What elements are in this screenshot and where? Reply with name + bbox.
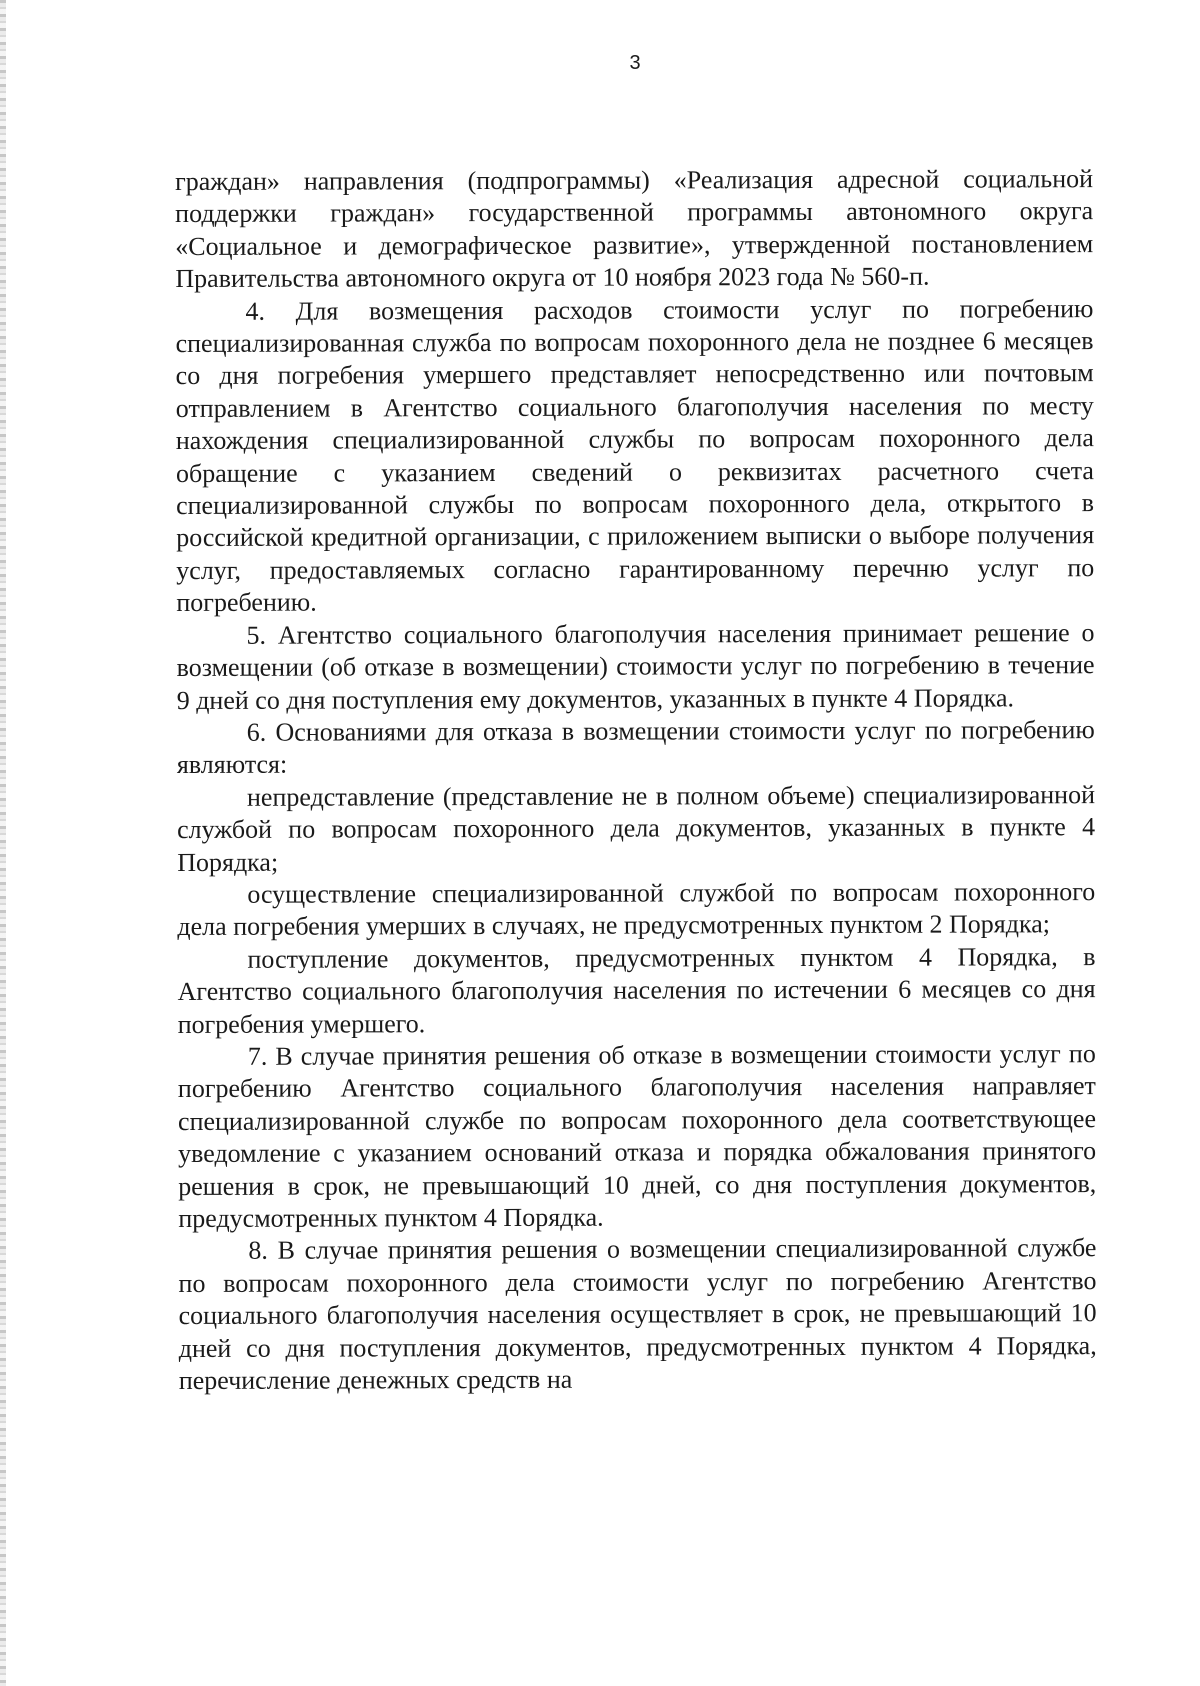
paragraph-item-5: 5. Агентство социального благополучия населения принимает решение о возмещении (об отказе в возмещении) стоимости услуг по погребению в течение 9 дней со дня поступления ему документов, указанных в пункте 4 Порядка. [176,617,1095,715]
paragraph-item-7: 7. В случае принятия решения об отказе в возмещении стоимости услуг по погребению Агентство социального благополучия населения направляет специализированной службе по вопросам похоронного дела соответствующее уведомление с указанием оснований отказа и порядка обжалования принятого решения в срок, не превышающий 10 дней, со дня поступления документов, предусмотренных пунктом 4 Порядка. [177,1039,1097,1233]
paragraph-item-6-ground-1: непредставление (представление не в полном объеме) специализированной службой по вопросам похоронного дела документов, указанных в пункте 4 Порядка; [177,779,1096,877]
document-body [175,163,1097,1397]
paragraph-item-8: 8. В случае принятия решения о возмещении специализированной службе по вопросам похоронного дела стоимости услуг по погребению Агентство социального благополучия населения осуществляет в срок, не превышающий 10 дней со дня поступления документов, предусмотренных пунктом 4 Порядка, перечисление денежных средств на [178,1233,1097,1396]
paragraph-item-6-ground-3: поступление документов, предусмотренных пунктом 4 Порядка, в Агентство социального благополучия населения по истечении 6 месяцев со дня погребения умершего. [177,941,1096,1039]
paragraph-item-6: 6. Основаниями для отказа в возмещении стоимости услуг по погребению являются: [176,715,1095,780]
scan-edge-artifact [0,0,6,1686]
paragraph-item-4: 4. Для возмещения расходов стоимости услуг по погребению специализированная служба по вопросам похоронного дела не позднее 6 месяцев со дня погребения умершего представляет непосредственно или почтовым отправлением в Агентство социального благополучия населения по месту нахождения специализированной службы по вопросам похоронного дела обращение с указанием сведений о реквизитах расчетного счета специализированной службы по вопросам похоронного дела, открытого в российской кредитной организации, с приложением выписки о выборе получения услуг, предоставляемых согласно гарантированному перечню услуг по погребению. [175,293,1095,618]
paragraph-continuation: граждан» направления (подпрограммы) «Реализация адресной социальной поддержки граждан» государственной программы автономного округа «Социальное и демографическое развитие», утвержденной постановлением Правительства автономного округа от 10 ноября 2023 года № 560-п. [175,164,1094,294]
page-number: 3 [629,52,641,74]
paragraph-item-6-ground-2: осуществление специализированной службой по вопросам похоронного дела погребения умерших в случаях, не предусмотренных пунктом 2 Порядка; [177,877,1096,942]
